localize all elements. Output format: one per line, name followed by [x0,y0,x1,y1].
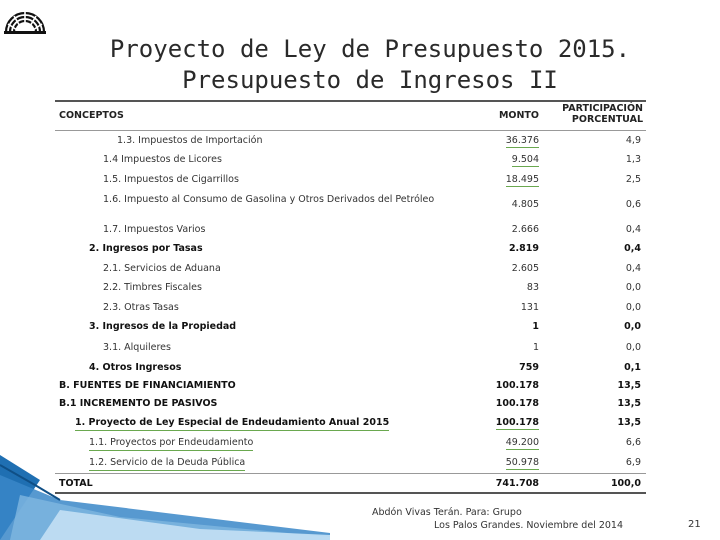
row-concept: 2.3. Otras Tasas [103,302,179,313]
row-percent: 2,5 [625,174,641,185]
row-monto: 9.504 [511,154,539,165]
row-percent: 13,5 [617,398,641,409]
row-monto: 2.605 [511,263,539,274]
slide-title-line-2: Presupuesto de Ingresos II [182,66,558,94]
row-monto: 4.805 [511,199,539,210]
row-concept: 2. Ingresos por Tasas [89,243,203,254]
footer-line-1: Abdón Vivas Terán. Para: Grupo [372,507,522,518]
row-percent: 0,4 [625,224,641,235]
row-percent: 4,9 [625,135,641,146]
table-top-rule [55,100,646,102]
row-percent: 0,4 [624,243,641,254]
row-concept: 2.2. Timbres Fiscales [103,282,202,293]
row-monto: 100.178 [495,417,539,428]
row-percent: 0,0 [625,282,641,293]
row-percent: 1,3 [625,154,641,165]
row-monto: 49.200 [505,437,539,448]
header-participacion-line2: PORCENTUAL [571,114,643,125]
row-concept: 1.4 Impuestos de Licores [103,154,222,165]
row-concept: 1.6. Impuesto al Consumo de Gasolina y Otros Derivados del Petróleo [103,194,435,205]
row-monto: 36.376 [505,135,539,146]
header-conceptos: CONCEPTOS [59,110,124,121]
row-concept: 1.3. Impuestos de Importación [117,135,263,146]
header-rule [55,130,646,131]
row-monto: 741.708 [495,478,539,489]
university-logo-icon [2,2,48,36]
footer-line-2: Los Palos Grandes. Noviembre del 2014 [434,520,624,531]
row-monto: 1 [532,321,539,332]
row-monto: 2.819 [508,243,539,254]
row-monto: 50.978 [505,457,539,468]
decorative-wave-graphic [0,455,330,540]
row-monto: 18.495 [505,174,539,185]
row-monto: 759 [519,362,539,373]
row-concept: 1. Proyecto de Ley Especial de Endeudamiento Anual 2015 [75,417,389,431]
row-concept: 3. Ingresos de la Propiedad [89,321,237,332]
row-percent: 100,0 [610,478,641,489]
row-monto: 83 [526,282,539,293]
budget-table [55,100,646,493]
row-concept: B.1 INCREMENTO DE PASIVOS [59,398,218,409]
row-concept: 1.2. Servicio de la Deuda Pública [89,457,245,471]
row-percent: 0,0 [625,302,641,313]
slide-title-line-1: Proyecto de Ley de Presupuesto 2015. [109,35,631,63]
row-percent: 13,5 [617,380,641,391]
row-monto: 2.666 [511,224,539,235]
row-concept: 3.1. Alquileres [103,342,171,353]
row-concept: 1.1. Proyectos por Endeudamiento [89,437,253,451]
row-monto: 131 [520,302,539,313]
row-percent: 0,4 [625,263,641,274]
row-percent: 6,6 [625,437,641,448]
header-participacion-line1: PARTICIPACIÓN [562,103,643,114]
row-monto: 100.178 [495,398,539,409]
row-monto: 100.178 [495,380,539,391]
header-monto: MONTO [498,110,539,121]
row-concept: 1.5. Impuestos de Cigarrillos [103,174,239,185]
row-concept: 1.7. Impuestos Varios [103,224,206,235]
row-percent: 13,5 [617,417,641,428]
row-concept: 2.1. Servicios de Aduana [103,263,221,274]
row-concept: 4. Otros Ingresos [89,362,182,373]
row-percent: 0,6 [625,199,641,210]
row-percent: 0,1 [624,362,641,373]
page-number: 21 [688,519,701,530]
row-concept: TOTAL [59,478,93,489]
header-participacion [535,103,643,130]
footer-credit [372,506,652,532]
row-concept: B. FUENTES DE FINANCIAMIENTO [59,380,236,391]
row-percent: 0,0 [625,342,641,353]
row-monto: 1 [532,342,539,353]
row-percent: 6,9 [625,457,641,468]
row-percent: 0,0 [624,321,641,332]
